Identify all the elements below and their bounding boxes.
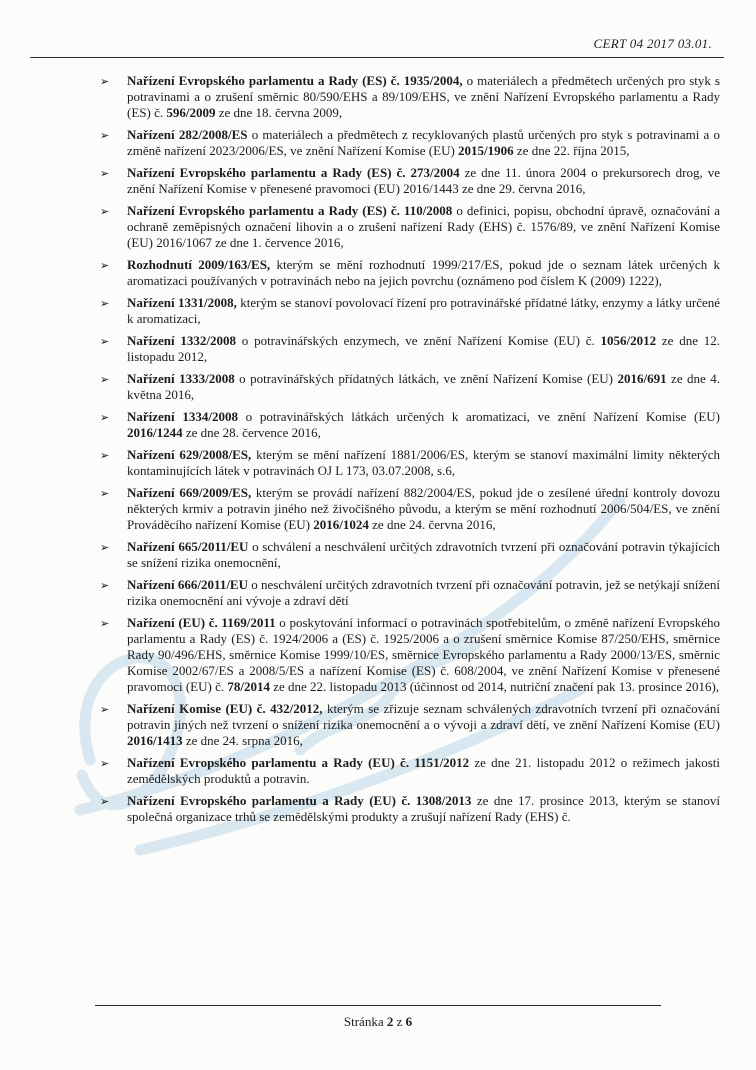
header-divider <box>30 57 724 58</box>
arrow-bullet-icon: ➢ <box>100 206 110 218</box>
list-item-text: Nařízení Evropského parlamentu a Rady (EU) č. 1151/2012 ze dne 21. listopadu 2012 o režimech jakosti zemědělských produktů a potravin. <box>127 755 720 786</box>
list-item-text: Nařízení 1331/2008, kterým se stanoví povolovací řízení pro potravinářské přídatné látky, enzymy a látky určené k aromatizaci, <box>127 295 720 326</box>
list-item-text: Nařízení Komise (EU) č. 432/2012, kterým se zřizuje seznam schválených zdravotních tvrzení při označování potravin jiných než tvrzení o snížení rizika onemocnění a o vývoji a zdraví dětí, ve znění Nařízení Komise (EU) 2016/1413 ze dne 24. srpna 2016, <box>127 701 720 748</box>
list-item <box>100 257 720 289</box>
list-item <box>100 165 720 197</box>
list-item-text: Nařízení 629/2008/ES, kterým se mění nařízení 1881/2006/ES, kterým se stanoví maximální limity některých kontaminujících látek v potravinách OJ L 173, 03.07.2008, s.6, <box>127 447 720 478</box>
list-item <box>100 295 720 327</box>
header-code: CERT 04 2017 03.01. <box>593 36 712 51</box>
page-number <box>95 1014 661 1030</box>
arrow-bullet-icon: ➢ <box>100 168 110 180</box>
page-number-total: 6 <box>405 1014 413 1029</box>
list-item <box>100 755 720 787</box>
list-item <box>100 73 720 121</box>
arrow-bullet-icon: ➢ <box>100 336 110 348</box>
arrow-bullet-icon: ➢ <box>100 704 110 716</box>
list-item <box>100 485 720 533</box>
list-item-text: Nařízení 282/2008/ES o materiálech a předmětech z recyklovaných plastů určených pro styk s potravinami a o změně nařízení 2023/2006/ES, ve znění Nařízení Komise (EU) 2015/1906 ze dne 22. října 2015, <box>127 127 720 158</box>
list-item-text: Nařízení 1334/2008 o potravinářských látkách určených k aromatizaci, ve znění Nařízení Komise (EU) 2016/1244 ze dne 28. července 2016, <box>127 409 721 440</box>
arrow-bullet-icon: ➢ <box>100 580 110 592</box>
list-item-text: Nařízení Evropského parlamentu a Rady (ES) č. 273/2004 ze dne 11. února 2004 o prekursorech drog, ve znění Nařízení Komise v přenesené pravomoci (EU) 2016/1443 ze dne 29. června 2016, <box>127 165 720 196</box>
arrow-bullet-icon: ➢ <box>100 450 110 462</box>
list-item <box>100 333 720 365</box>
list-item-text: Nařízení 665/2011/EU o schválení a neschválení určitých zdravotních tvrzení při označování potravin týkajících se snížení rizika onemocnění, <box>127 539 720 570</box>
list-item <box>100 127 720 159</box>
arrow-bullet-icon: ➢ <box>100 796 110 808</box>
list-item-text: Nařízení 669/2009/ES, kterým se provádí nařízení 882/2004/ES, pokud jde o zesílené úřední kontroly dovozu některých krmiv a potravin jiného než živočišného původu, a kterým se mění rozhodnutí 2006/504/ES, ve znění Prováděcího nařízení Komise (EU) 2016/1024 ze dne 24. června 2016, <box>127 485 721 532</box>
list-item-text: Nařízení Evropského parlamentu a Rady (ES) č. 110/2008 o definici, popisu, obchodní úpravě, označování a ochraně zeměpisných označení lihovin a o zrušení nařízení Rady (EHS) č. 1576/89, ve znění Nařízení Komise (EU) 2016/1067 ze dne 1. července 2016, <box>127 203 720 250</box>
arrow-bullet-icon: ➢ <box>100 76 110 88</box>
list-item <box>100 409 720 441</box>
list-item-text: Nařízení 1333/2008 o potravinářských přídatných látkách, ve znění Nařízení Komise (EU) 2016/691 ze dne 4. května 2016, <box>127 371 721 402</box>
list-item <box>100 203 720 251</box>
arrow-bullet-icon: ➢ <box>100 412 110 424</box>
arrow-bullet-icon: ➢ <box>100 130 110 142</box>
footer-divider <box>95 1005 661 1006</box>
list-item <box>100 577 720 609</box>
list-item-text: Nařízení Evropského parlamentu a Rady (EU) č. 1308/2013 ze dne 17. prosince 2013, kterým se stanoví společná organizace trhů se zemědělskými produkty a zrušují nařízení Rady (EHS) č. <box>127 793 720 824</box>
arrow-bullet-icon: ➢ <box>100 488 110 500</box>
arrow-bullet-icon: ➢ <box>100 374 110 386</box>
page-number-prefix: Stránka <box>343 1014 384 1029</box>
regulation-list <box>100 73 720 831</box>
list-item-text: Nařízení 1332/2008 o potravinářských enzymech, ve znění Nařízení Komise (EU) č. 1056/2012 ze dne 12. listopadu 2012, <box>127 333 720 364</box>
arrow-bullet-icon: ➢ <box>100 758 110 770</box>
page-number-current: 2 <box>386 1014 394 1029</box>
list-item-text: Nařízení 666/2011/EU o neschválení určitých zdravotních tvrzení při označování potravin, jež se netýkají snížení rizika onemocnění ani vývoje a zdraví dětí <box>127 577 721 608</box>
list-item-text: Nařízení (EU) č. 1169/2011 o poskytování informací o potravinách spotřebitelům, o změně nařízení Evropského parlamentu a Rady (ES) č. 1924/2006 a (ES) č. 1925/2006 a o zrušení směrnice Komise 87/250/EHS, směrnice Rady 90/496/EHS, směrnice Komise 1999/10/ES, směrnice Evropského parlamentu a Rady 2000/13/ES, směrnic Komise 2002/67/ES a 2008/5/ES a nařízení Komise (ES) č. 608/2004, ve znění Nařízení Komise v přenesené pravomoci (EU) č. 78/2014 ze dne 22. listopadu 2013 (účinnost od 2014, nutriční značení pak 13. prosince 2016), <box>127 615 720 694</box>
list-item <box>100 701 720 749</box>
list-item <box>100 793 720 825</box>
list-item <box>100 371 720 403</box>
arrow-bullet-icon: ➢ <box>100 618 110 630</box>
list-item <box>100 539 720 571</box>
page-number-separator: z <box>396 1014 403 1029</box>
list-item <box>100 615 720 695</box>
arrow-bullet-icon: ➢ <box>100 260 110 272</box>
list-item-text: Rozhodnutí 2009/163/ES, kterým se mění rozhodnutí 1999/217/ES, pokud jde o seznam látek určených k aromatizaci používaných v potravinách nebo na jejich povrchu (oznámeno pod číslem K (2009) 1222), <box>127 257 720 288</box>
list-item-text: Nařízení Evropského parlamentu a Rady (ES) č. 1935/2004, o materiálech a předmětech určených pro styk s potravinami a o zrušení směrnic 80/590/EHS a 89/109/EHS, ve znění Nařízení Evropského parlamentu a Rady (ES) č. 596/2009 ze dne 18. června 2009, <box>127 73 720 120</box>
arrow-bullet-icon: ➢ <box>100 298 110 310</box>
list-item <box>100 447 720 479</box>
arrow-bullet-icon: ➢ <box>100 542 110 554</box>
